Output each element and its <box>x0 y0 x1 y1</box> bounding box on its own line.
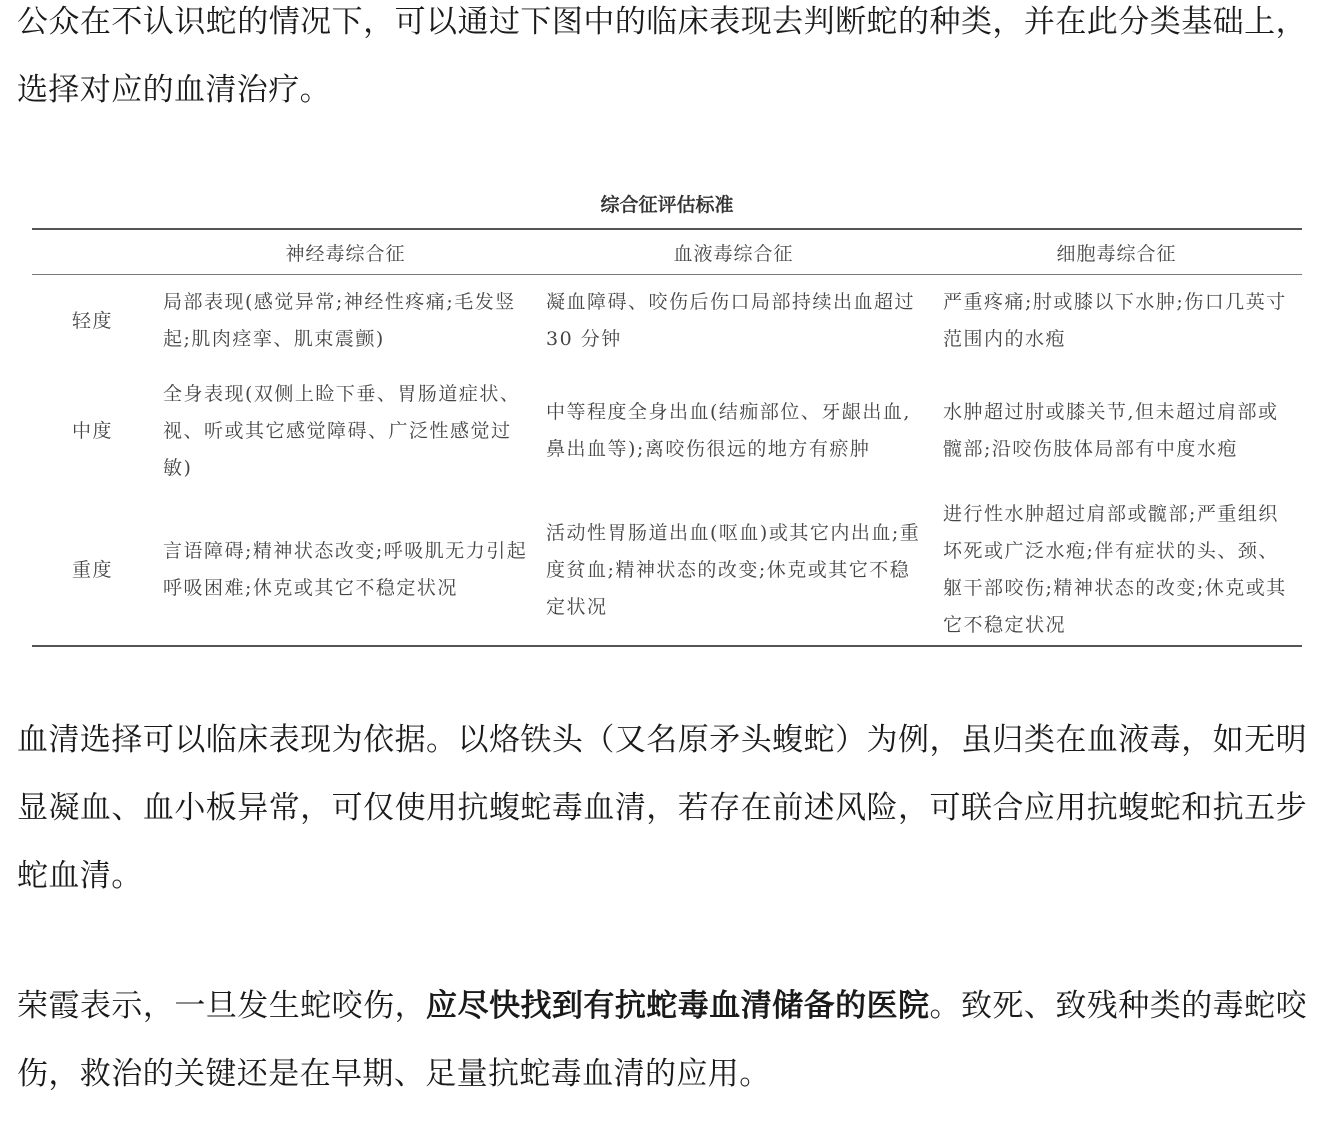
cell-hemotoxic: 活动性胃肠道出血(呕血)或其它内出血;重度贫血;精神状态的改变;休克或其它不稳定状况 <box>546 521 921 618</box>
table-header-row <box>32 229 1302 275</box>
cell-hemotoxic: 凝血障碍、咬伤后伤口局部持续出血超过 30 分钟 <box>546 291 916 350</box>
row-level: 中度 <box>71 419 113 442</box>
intro-paragraph: 公众在不认识蛇的情况下，可以通过下图中的临床表现去判断蛇的种类，并在此分类基础上，选择对应的血清治疗。 <box>17 4 1307 108</box>
table-row <box>32 495 1302 646</box>
advice-text-start: 荣霞表示，一旦发生蛇咬伤， <box>17 988 427 1024</box>
header-cytotoxic: 细胞毒综合征 <box>935 229 1302 275</box>
cell-neurotoxic: 全身表现(双侧上睑下垂、胃肠道症状、视、听或其它感觉障碍、广泛性感觉过敏) <box>163 382 521 479</box>
row-level: 重度 <box>71 558 113 581</box>
cell-cytotoxic: 进行性水肿超过肩部或髋部;严重组织坏死或广泛水疱;伴有症状的头、颈、躯干部咬伤;精神状态的改变;休克或其它不稳定状况 <box>943 503 1287 636</box>
table-row <box>32 275 1302 368</box>
cell-hemotoxic: 中等程度全身出血(结痂部位、牙龈出血,鼻出血等);离咬伤很远的地方有瘀肿 <box>546 401 911 460</box>
syndrome-assessment-table <box>32 228 1302 647</box>
cell-neurotoxic: 局部表现(感觉异常;神经性疼痛;毛发竖起;肌肉痉挛、肌束震颤) <box>163 291 516 350</box>
header-level <box>32 229 161 275</box>
serum-selection-paragraph: 血清选择可以临床表现为依据。以烙铁头（又名原矛头蝮蛇）为例，虽归类在血液毒，如无明显凝血、血小板异常，可仅使用抗蝮蛇毒血清，若存在前述风险，可联合应用抗蝮蛇和抗五步蛇血清。 <box>17 722 1307 894</box>
syndrome-table-figure <box>32 184 1302 647</box>
table-row <box>32 367 1302 495</box>
advice-paragraph <box>17 972 1307 1108</box>
advice-text-end: 。致死、致残种类的毒蛇咬伤，救治的关键还是在早期、足量抗蛇毒血清的应用。 <box>17 988 1307 1092</box>
header-neurotoxic: 神经毒综合征 <box>161 229 542 275</box>
table-title: 综合征评估标准 <box>600 194 734 216</box>
cell-cytotoxic: 水肿超过肘或膝关节,但未超过肩部或髋部;沿咬伤肢体局部有中度水疱 <box>943 401 1279 460</box>
cell-cytotoxic: 严重疼痛;肘或膝以下水肿;伤口几英寸范围内的水疱 <box>943 291 1287 350</box>
cell-neurotoxic: 言语障碍;精神状态改变;呼吸肌无力引起呼吸困难;休克或其它不稳定状况 <box>163 540 528 599</box>
header-hemotoxic: 血液毒综合征 <box>542 229 935 275</box>
row-level: 轻度 <box>71 309 113 332</box>
advice-text-emphasis: 应尽快找到有抗蛇毒血清储备的医院 <box>426 988 930 1024</box>
